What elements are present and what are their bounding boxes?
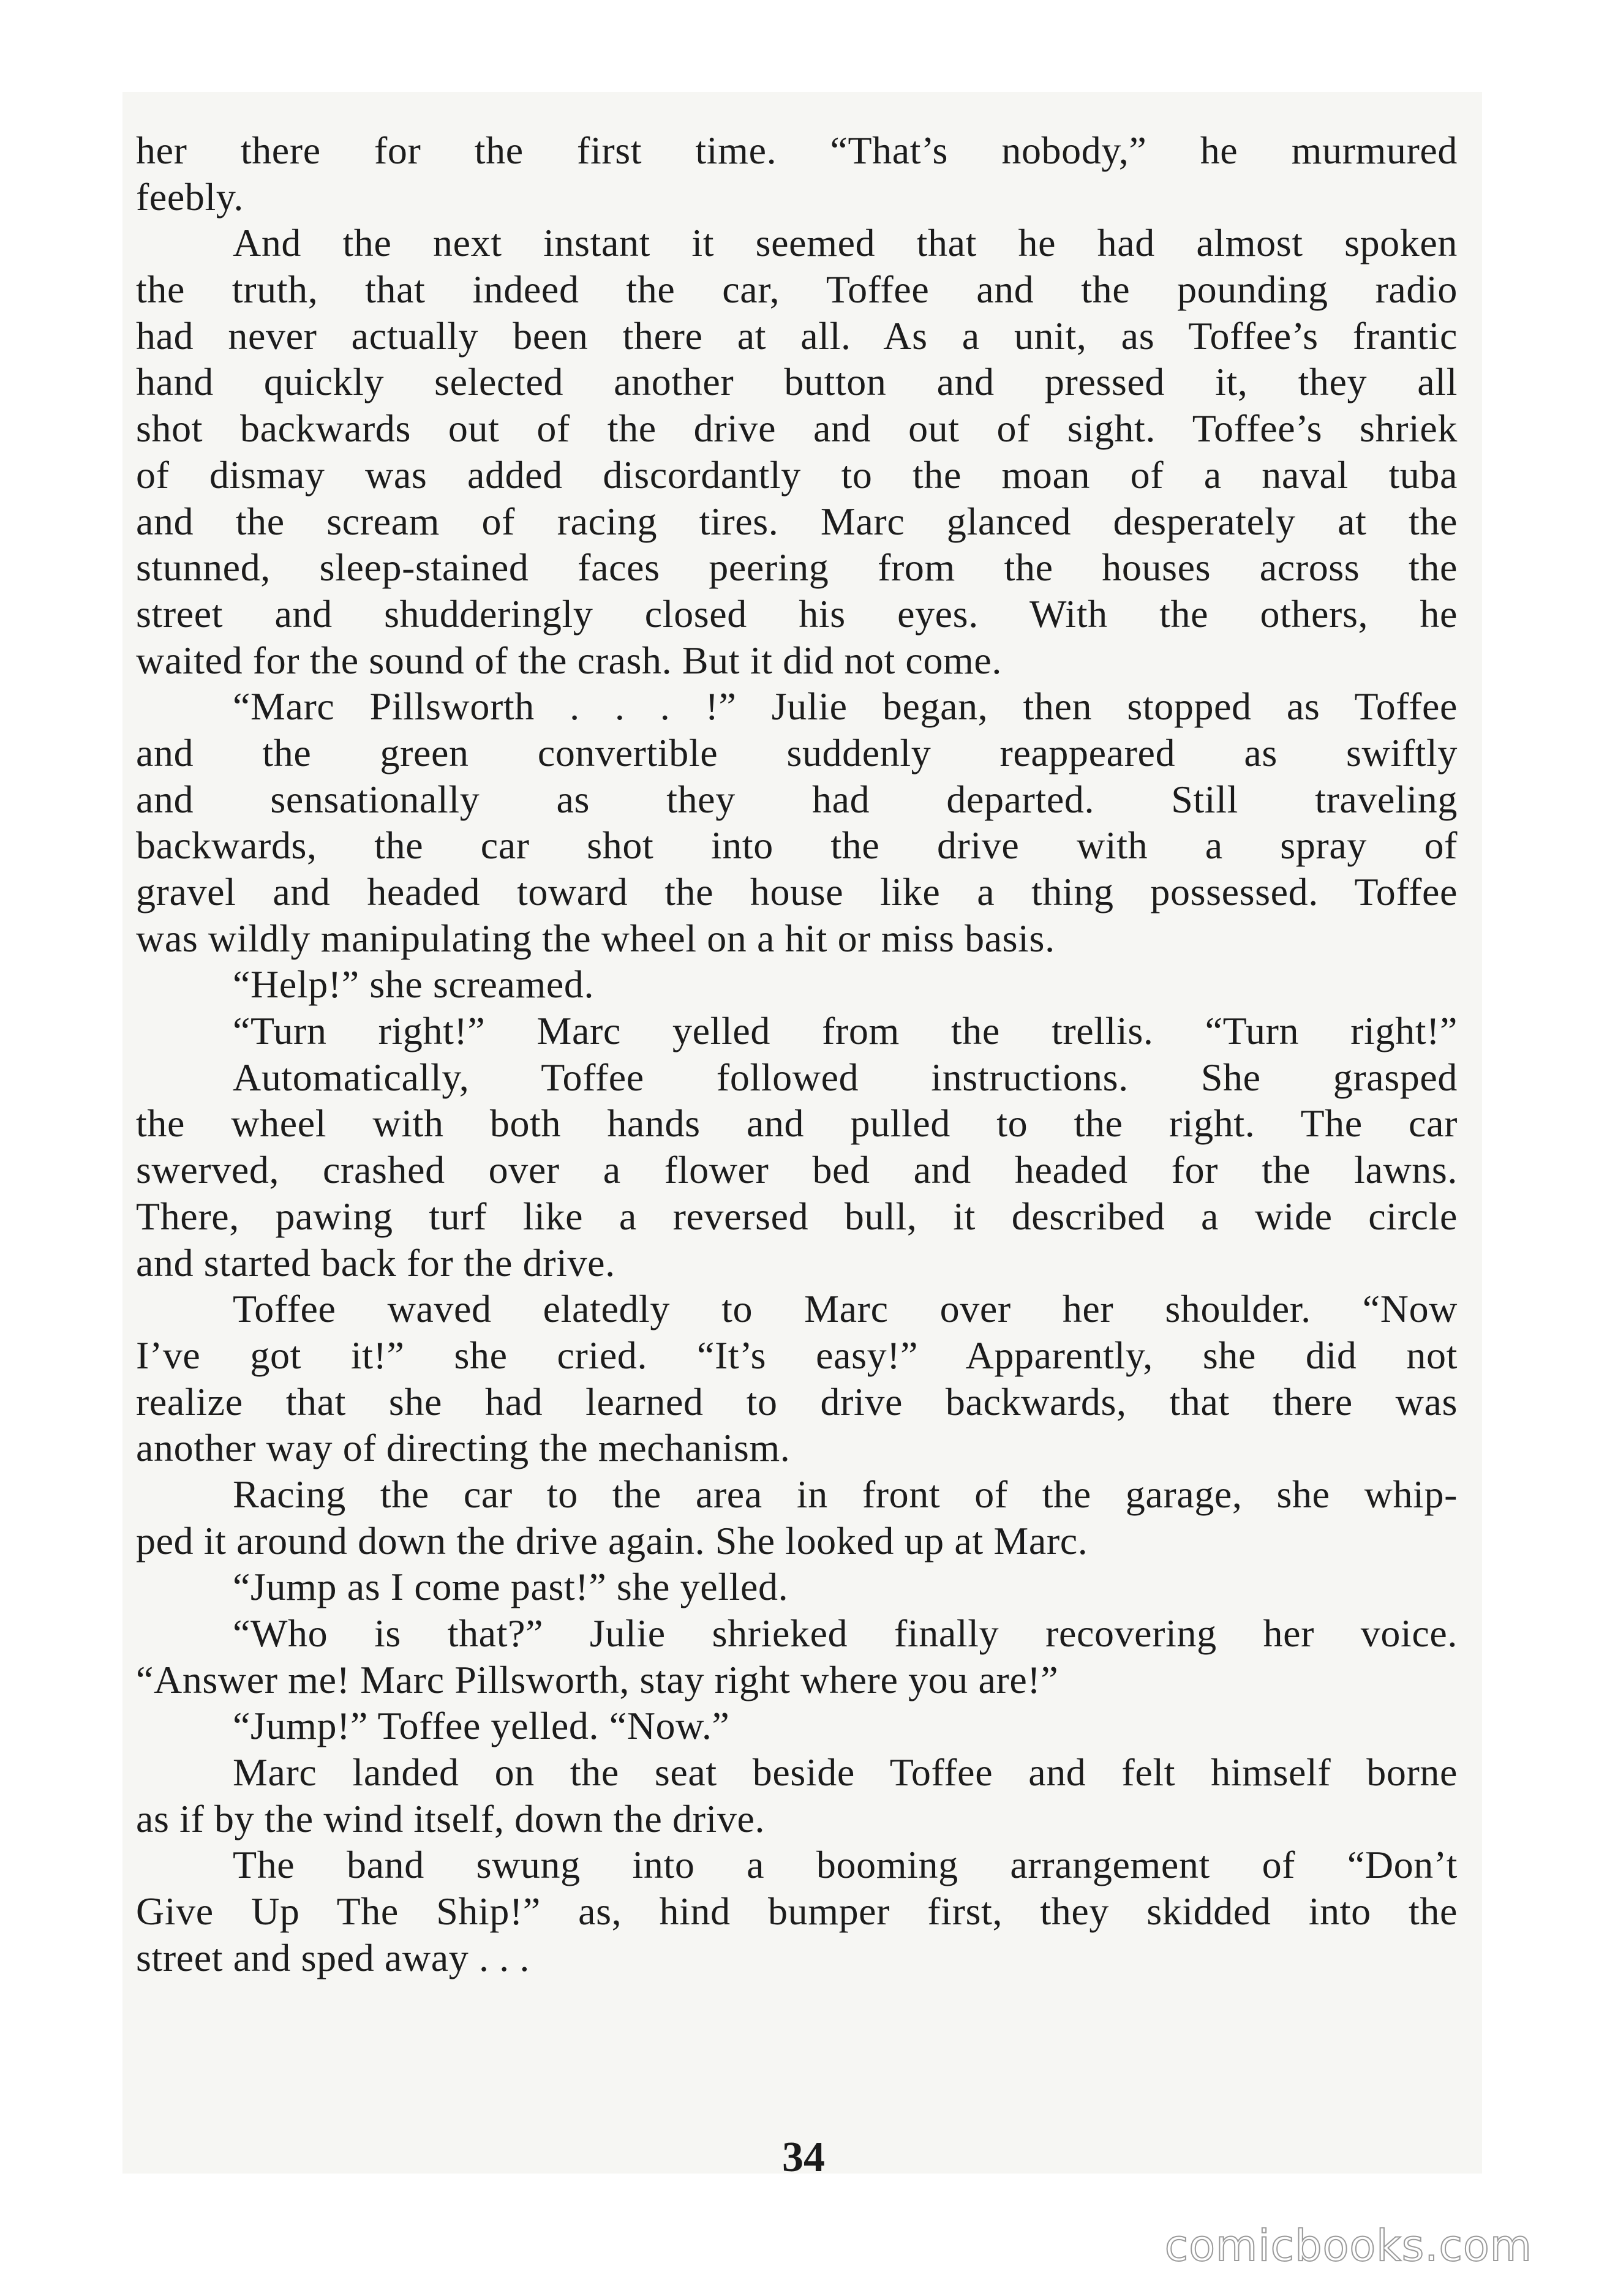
text-line: The band swung into a booming arrangement of “Don’t bbox=[233, 1843, 1458, 1887]
text-line: ped it around down the drive again. She looked up at Marc. bbox=[136, 1518, 1088, 1563]
text-line: was wildly manipulating the wheel on a hit or miss basis. bbox=[136, 916, 1055, 960]
text-line: Marc landed on the seat beside Toffee and felt himself borne bbox=[233, 1750, 1458, 1795]
text-line: “Marc Pillsworth . . . !” Julie began, then stopped as Toffee bbox=[233, 685, 1458, 729]
text-line: Racing the car to the area in front of the garage, she whip- bbox=[233, 1472, 1458, 1516]
text-line: backwards, the car shot into the drive with a spray of bbox=[136, 823, 1458, 868]
text-line: as if by the wind itself, down the drive. bbox=[136, 1796, 766, 1840]
text-line: Toffee waved elatedly to Marc over her shoulder. “Now bbox=[233, 1287, 1458, 1331]
text-line: and started back for the drive. bbox=[136, 1240, 615, 1285]
text-line: “Turn right!” Marc yelled from the trellis. “Turn right!” bbox=[233, 1009, 1458, 1053]
text-line: realize that she had learned to drive backwards, that there was bbox=[136, 1379, 1458, 1424]
text-line: “Who is that?” Julie shrieked finally recovering her voice. bbox=[233, 1611, 1458, 1655]
text-line: and sensationally as they had departed. Still traveling bbox=[136, 777, 1458, 821]
text-line: her there for the first time. “That’s nobody,” he murmured bbox=[136, 129, 1458, 172]
text-line: “Jump as I come past!” she yelled. bbox=[233, 1565, 789, 1609]
text-line: had never actually been there at all. As a unit, as Toffee’s frantic bbox=[136, 313, 1458, 358]
text-line: “Jump!” Toffee yelled. “Now.” bbox=[233, 1704, 730, 1748]
text-line: And the next instant it seemed that he had almost spoken bbox=[233, 221, 1458, 265]
text-line: feebly. bbox=[136, 174, 244, 219]
story-text bbox=[136, 127, 1458, 1981]
text-line: street and shudderingly closed his eyes. With the others, he bbox=[136, 591, 1458, 636]
watermark-logo: comicbooks.com bbox=[1164, 2221, 1532, 2271]
text-line: waited for the sound of the crash. But it did not come. bbox=[136, 638, 1003, 682]
text-line: street and sped away . . . bbox=[136, 1935, 530, 1979]
text-line: shot backwards out of the drive and out of sight. Toffee’s shriek bbox=[136, 407, 1458, 451]
page-number: 34 bbox=[782, 2134, 825, 2181]
text-line: Automatically, Toffee followed instructions. She grasped bbox=[233, 1055, 1458, 1099]
text-line: hand quickly selected another button and pressed it, they all bbox=[136, 360, 1458, 404]
text-line: another way of directing the mechanism. bbox=[136, 1426, 791, 1470]
text-line: the truth, that indeed the car, Toffee and the pounding radio bbox=[136, 268, 1458, 312]
text-line: “Help!” she screamed. bbox=[233, 962, 595, 1007]
text-line: There, pawing turf like a reversed bull, it described a wide circle bbox=[136, 1194, 1458, 1238]
text-line: and the scream of racing tires. Marc glanced desperately at the bbox=[136, 499, 1458, 543]
text-line: Give Up The Ship!” as, hind bumper first, they skidded into the bbox=[136, 1889, 1458, 1934]
text-line: stunned, sleep-stained faces peering from the houses across the bbox=[136, 546, 1458, 590]
text-line: “Answer me! Marc Pillsworth, stay right where you are!” bbox=[136, 1657, 1059, 1701]
text-line: swerved, crashed over a flower bed and headed for the lawns. bbox=[136, 1148, 1458, 1192]
text-line: and the green convertible suddenly reappeared as swiftly bbox=[136, 730, 1458, 775]
text-line: the wheel with both hands and pulled to the right. The car bbox=[136, 1101, 1458, 1146]
text-line: I’ve got it!” she cried. “It’s easy!” Apparently, she did not bbox=[136, 1333, 1458, 1377]
text-line: of dismay was added discordantly to the moan of a naval tuba bbox=[136, 452, 1458, 497]
text-line: gravel and headed toward the house like a thing possessed. Toffee bbox=[136, 870, 1458, 914]
